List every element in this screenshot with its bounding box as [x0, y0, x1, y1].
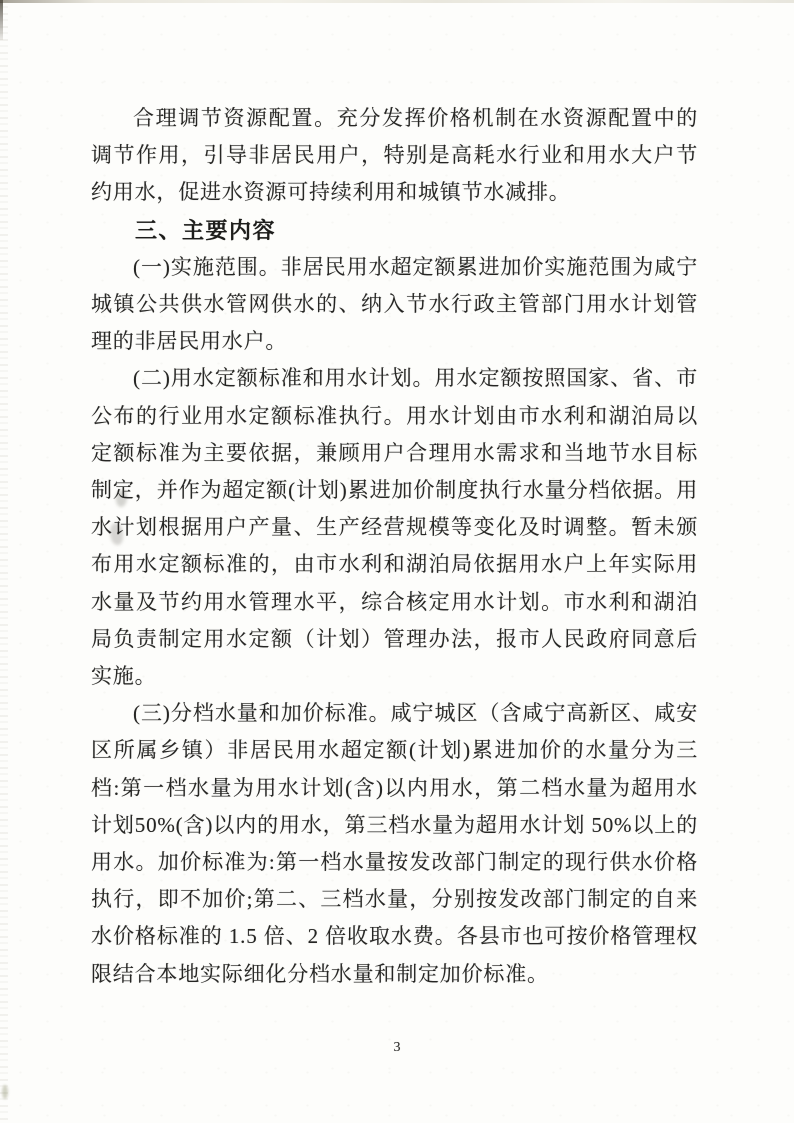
page-number: 3 — [393, 1040, 401, 1055]
scan-top-edge-artifact — [0, 0, 794, 3]
section-heading-main-content: 三、主要内容 — [135, 217, 277, 243]
paragraph-resource-allocation: 合理调节资源配置。充分发挥价格机制在水资源配置中的调节作用，引导非居民用户，特别是高耗水行业和用水大户节约用水，促进水资源可持续利用和城镇节水减排。 — [91, 106, 698, 205]
scan-smudge-artifact — [2, 1085, 8, 1099]
paragraph-item3-tiered-volume-and-pricing: (三)分档水量和加价标准。咸宁城区（含咸宁高新区、咸安区所属乡镇）非居民用水超定额(计划)累进加价的水量分为三档:第一档水量为用水计划(含)以内用水，第二档水量为超用水计划50%(含)以内的用水，第三档水量为超用水计划 50%以上的用水。加价标准为:第一档水量按发改部门制定的现行供水价格执行，即不加价;第二、三档水量，分别按发改部门制定的自来水价格标准的 1.5 倍、2 倍收取水费。各县市也可按价格管理权限结合本地实际细化分档水量和制定加价标准。 — [91, 701, 698, 986]
scan-corner-mark-artifact — [0, 0, 3, 40]
paragraph-item2-quota-standards-and-plan: (二)用水定额标准和用水计划。用水定额按照国家、省、市公布的行业用水定额标准执行。用水计划由市水利和湖泊局以定额标准为主要依据，兼顾用户合理用水需求和当地节水目标制定，并作为超定额(计划)累进加价制度执行水量分档依据。用水计划根据用户产量、生产经营规模等变化及时调整。暂未颁布用水定额标准的，由市水利和湖泊局依据用水户上年实际用水量及节约用水管理水平，综合核定用水计划。市水利和湖泊局负责制定用水定额（计划）管理办法，报市人民政府同意后实施。 — [91, 366, 698, 689]
scan-left-edge-artifact — [0, 0, 8, 1123]
document-body — [91, 100, 698, 993]
paragraph-item1-implementation-scope: (一)实施范围。非居民用水超定额累进加价实施范围为咸宁城镇公共供水管网供水的、纳入节水行政主管部门用水计划管理的非居民用水户。 — [91, 254, 698, 354]
